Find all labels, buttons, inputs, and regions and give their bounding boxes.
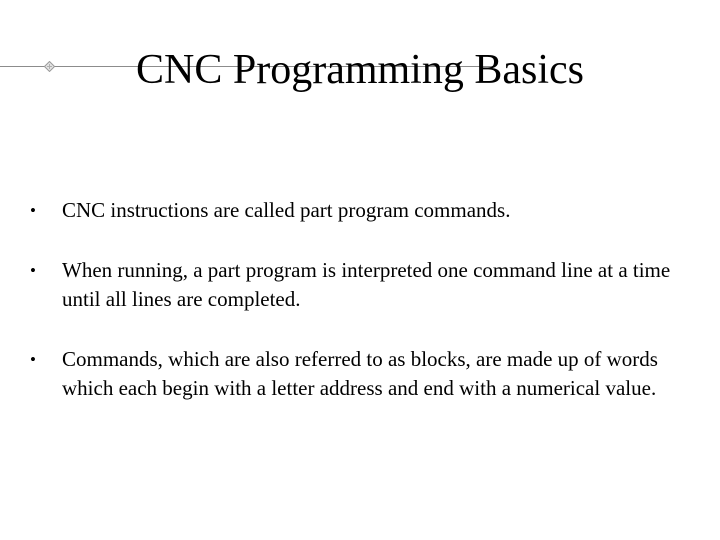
bullet-item — [30, 196, 680, 225]
bullet-text: Commands, which are also referred to as blocks, are made up of words which each begin with a letter address and end with a numerical value. — [62, 347, 658, 400]
bullet-marker: • — [30, 261, 36, 280]
bullet-item — [30, 345, 680, 403]
bullet-text: When running, a part program is interpreted one command line at a time until all lines are completed. — [62, 258, 671, 311]
bullet-text: CNC instructions are called part program commands. — [62, 198, 511, 222]
slide-title: CNC Programming Basics — [136, 47, 584, 93]
bullet-marker: • — [30, 201, 36, 220]
bullet-list — [30, 196, 680, 434]
bullet-marker: • — [30, 350, 36, 369]
bullet-item — [30, 256, 680, 314]
